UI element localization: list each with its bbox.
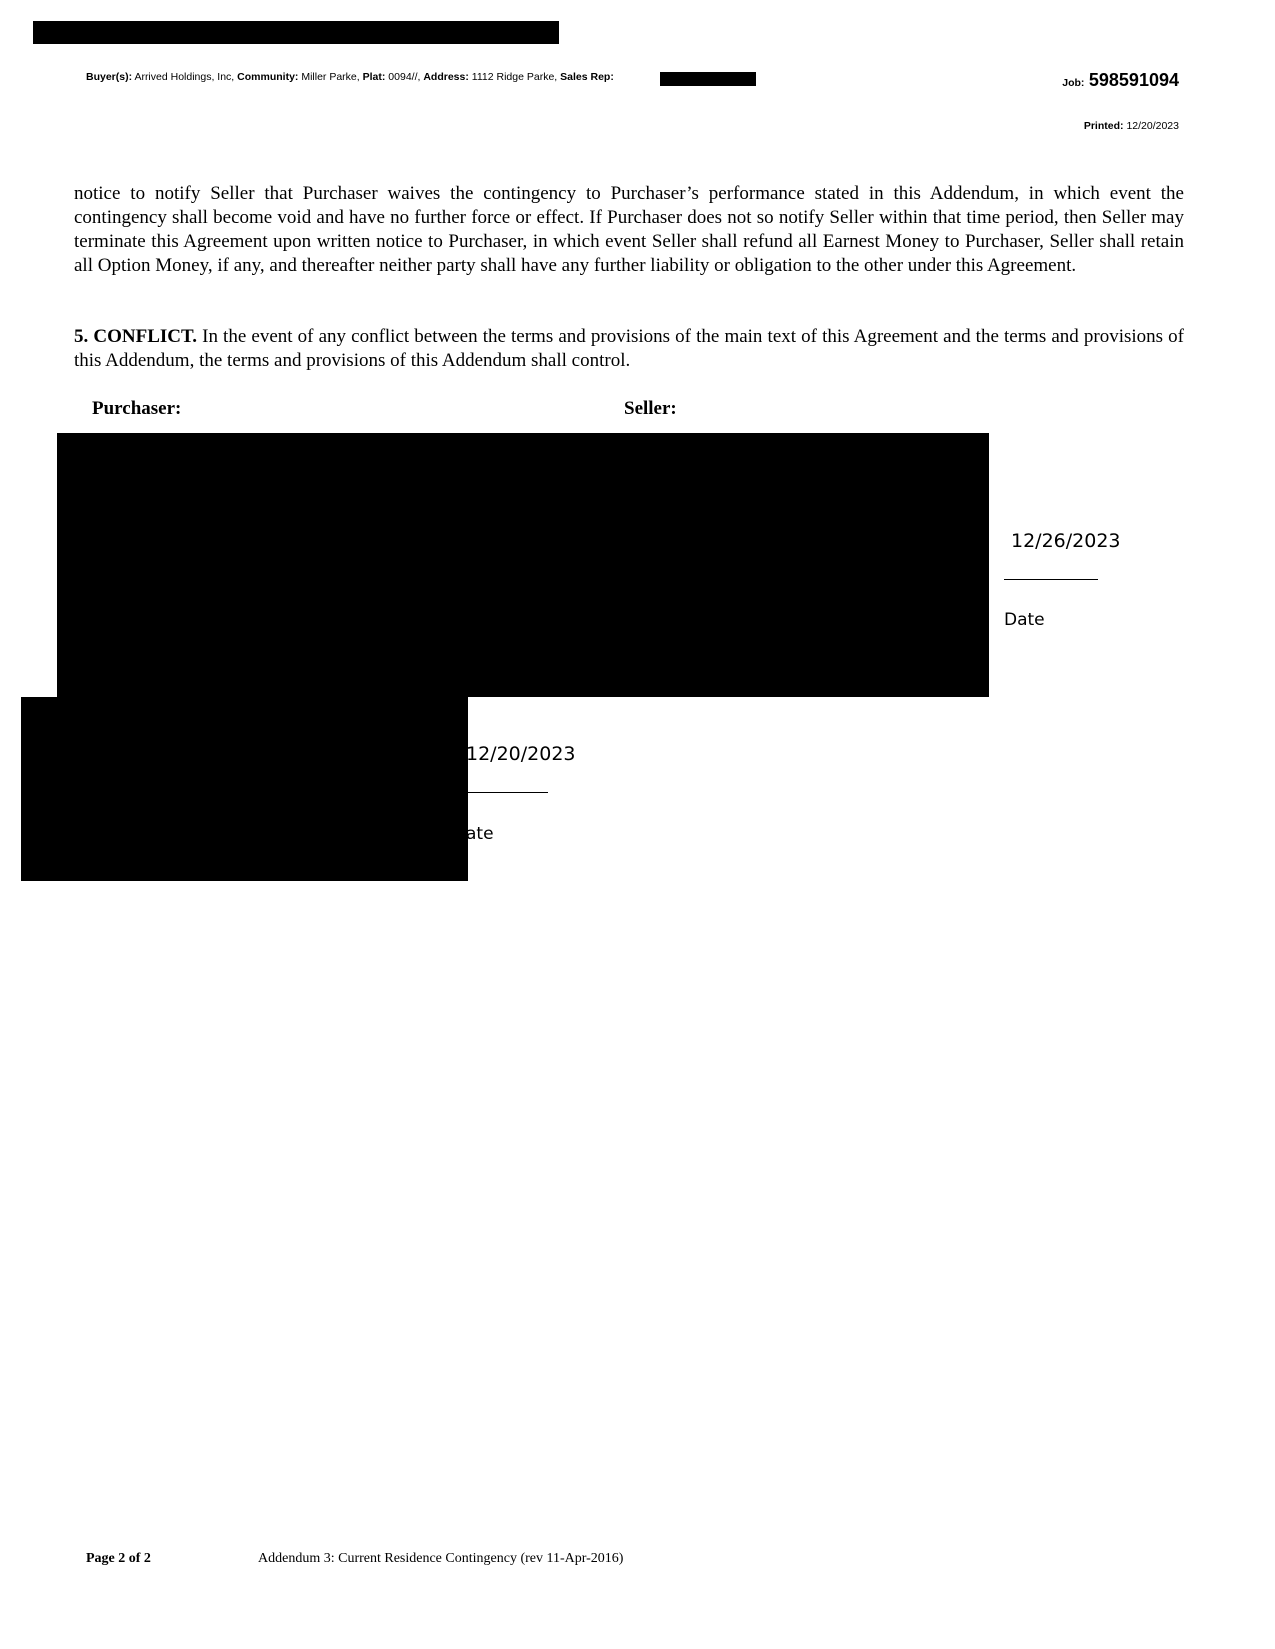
printed-date: 12/20/2023 [1126,120,1179,132]
footer-page-number: Page 2 of 2 [86,1551,151,1566]
paragraph-conflict [74,325,1184,373]
sales-rep-label: Sales Rep: [560,71,614,83]
redaction-signature-block-2 [21,697,468,881]
address-label: Address: [423,71,469,83]
paragraph-contingency: notice to notify Seller that Purchaser waives the contingency to Purchaser’s performance stated in this Addendum, in which event the contingency shall become void and have no further force or effect. If Purchaser does not so notify Seller within that time period, then Seller may terminate this Agreement upon written notice to Purchaser, in which event Seller shall refund all Earnest Money to Purchaser, Seller shall retain all Option Money, if any, and thereafter neither party shall have any further liability or obligation to the other under this Agreement. [74,183,1184,276]
signature-date-2: 12/20/2023 [466,743,576,765]
job-number: 598591094 [1088,70,1179,90]
header-buyer-info [86,71,614,83]
redaction-sales-rep [660,72,756,86]
section-5-heading: 5. CONFLICT. [74,326,197,347]
community-value: Miller Parke, [301,71,360,83]
seller-label: Seller: [624,398,677,419]
signature-date-1: 12/26/2023 [1011,530,1121,552]
job-label: Job: [1062,77,1085,89]
printed-date-block [1084,120,1179,132]
redaction-signature-block-1 [57,433,989,697]
community-label: Community: [237,71,299,83]
buyer-value: Arrived Holdings, Inc, [134,71,235,83]
section-5-text: In the event of any conflict between the terms and provisions of the main text of this Agreement and the terms and provisions of this Addendum, the terms and provisions of this Addendum shall control. [74,326,1184,371]
printed-label: Printed: [1083,120,1124,132]
plat-label: Plat: [362,71,386,83]
date-1-label: Date [1004,610,1045,630]
buyer-label: Buyer(s): [86,71,133,83]
purchaser-label: Purchaser: [92,398,182,419]
date-2-underline [466,792,548,793]
plat-value: 0094//, [388,71,421,83]
redaction-bar-top [33,21,559,44]
job-number-block [1062,70,1179,91]
date-1-underline [1004,579,1098,580]
footer-document-title: Addendum 3: Current Residence Contingency (rev 11-Apr-2016) [258,1551,624,1566]
date-2-label: ate [466,824,494,844]
address-value: 1112 Ridge Parke, [471,71,558,83]
